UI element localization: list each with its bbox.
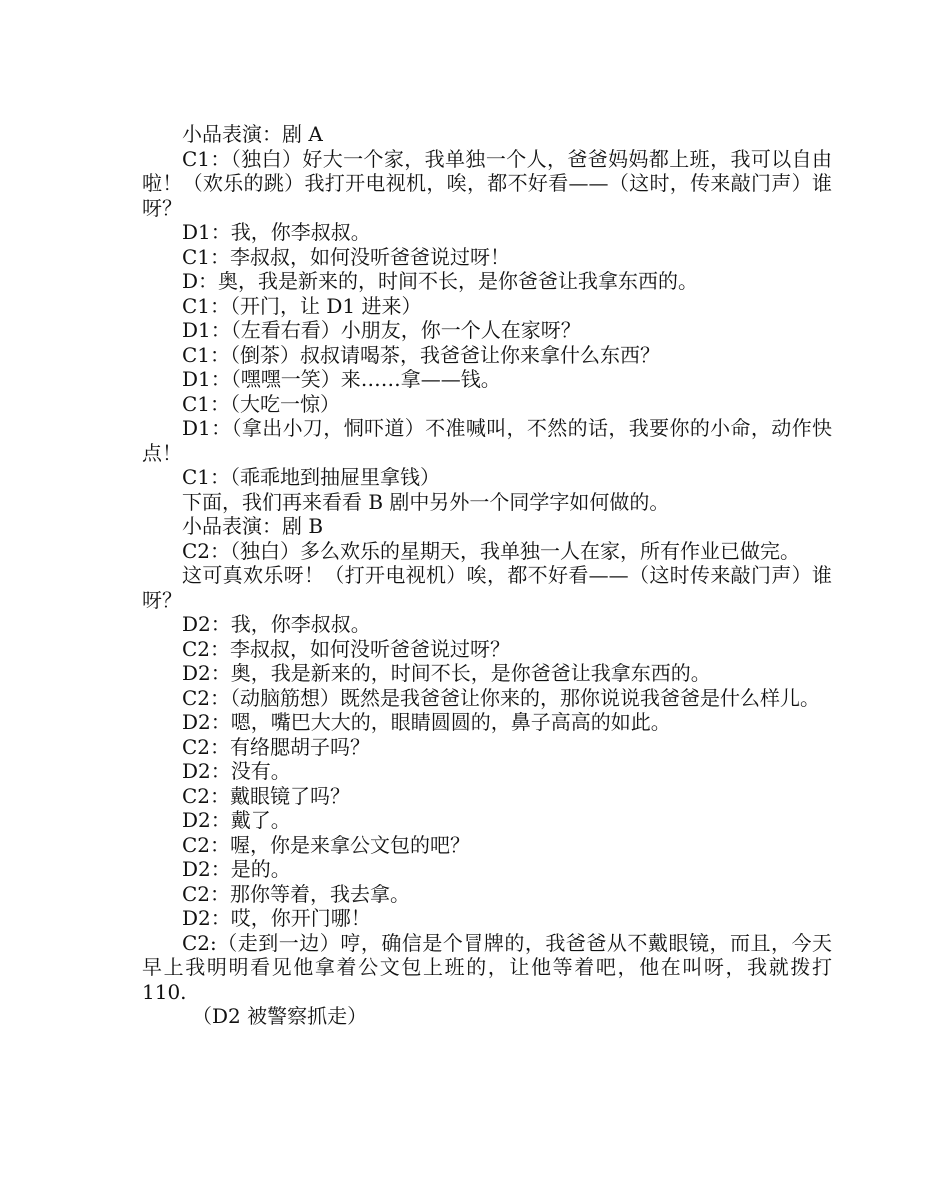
dialogue-line: C2：（动脑筋想）既然是我爸爸让你来的，那你说说我爸爸是什么样儿。: [182, 685, 821, 710]
dialogue-line: C2：李叔叔，如何没听爸爸说过呀？: [182, 636, 511, 661]
dialogue-line: C1：（大吃一惊）: [182, 391, 341, 416]
dialogue-line: C1：（倒茶）叔叔请喝茶，我爸爸让你来拿什么东西？: [182, 342, 661, 367]
dialogue-line: D2：嗯，嘴巴大大的，眼睛圆圆的，鼻子高高的如此。: [182, 710, 671, 734]
dialogue-line: C1：李叔叔，如何没听爸爸说过呀！: [182, 244, 511, 269]
dialogue-line: D1：（拿出小刀，恫吓道）不准喊叫，不然的话，我要你的小命，动作快点！: [142, 416, 832, 465]
document-body: [142, 122, 832, 1029]
transition-line: 下面，我们再来看看 B 剧中另外一个同学字如何做的。: [182, 489, 670, 514]
dialogue-line: D1：（左看右看）小朋友，你一个人在家呀？: [182, 318, 581, 342]
dialogue-line: C1：（开门，让 D1 进来）: [182, 293, 422, 318]
scene-a-heading: 小品表演：剧 A: [182, 122, 323, 146]
dialogue-line: D2：戴了。: [182, 808, 291, 832]
dialogue-line: C1：（独白）好大一个家，我单独一个人，爸爸妈妈都上班，我可以自由啦！（欢乐的跳）我打开电视机，唉，都不好看——（这时，传来敲门声）谁呀？: [142, 146, 832, 220]
stage-direction: （D2 被警察抓走）: [192, 1004, 368, 1028]
dialogue-line: C2：喔，你是来拿公文包的吧？: [182, 832, 471, 857]
dialogue-line: D2：我，你李叔叔。: [182, 612, 371, 636]
dialogue-line: D2：哎，你开门哪！: [182, 906, 371, 930]
dialogue-line: C2：戴眼镜了吗？: [182, 783, 351, 808]
dialogue-line: D1：我，你李叔叔。: [182, 220, 371, 244]
dialogue-line: D1：（嘿嘿一笑）来……拿——钱。: [182, 367, 501, 391]
dialogue-line: C2：有络腮胡子吗？: [182, 734, 371, 759]
dialogue-line: C1：（乖乖地到抽屉里拿钱）: [182, 465, 441, 489]
dialogue-line: C2：那你等着，我去拿。: [182, 881, 411, 906]
dialogue-line: D2：是的。: [182, 857, 291, 881]
dialogue-line: C2:（走到一边）哼，确信是个冒牌的，我爸爸从不戴眼镜，而且，今天早上我明明看见他拿着公文包上班的，让他等着吧，他在叫呀，我就拨打 110.: [142, 930, 832, 1004]
dialogue-line: D：奥，我是新来的，时间不长，是你爸爸让我拿东西的。: [182, 269, 699, 293]
dialogue-line: 这可真欢乐呀！（打开电视机）唉，都不好看——（这时传来敲门声）谁呀？: [142, 563, 832, 612]
scene-b-heading: 小品表演：剧 B: [182, 514, 324, 538]
dialogue-line: D2：奥，我是新来的，时间不长，是你爸爸让我拿东西的。: [182, 661, 711, 685]
dialogue-line: C2：（独白）多么欢乐的星期天，我单独一人在家，所有作业已做完。: [182, 538, 801, 563]
dialogue-line: D2：没有。: [182, 759, 291, 783]
